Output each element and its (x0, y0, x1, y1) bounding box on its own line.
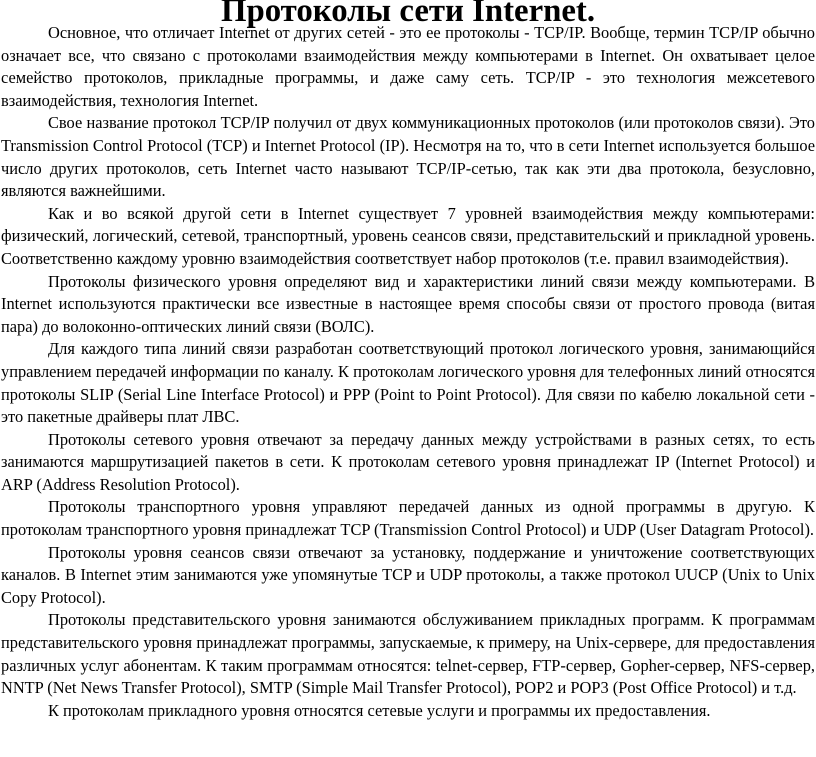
paragraph-network-level: Протоколы сетевого уровня отвечают за передачу данных между устройствами в разных сетях, то есть занимаются маршрутизацией пакетов в сети. К протоколам сетевого уровня принадлежат IP (Internet Protocol) и ARP (Address Resolution Protocol). (1, 429, 815, 494)
paragraph-seven-levels: Как и во всякой другой сети в Internet существует 7 уровней взаимодействия между компьютерами: физический, логический, сетевой, транспортный, уровень сеансов связи, представительский и прикладной уровень. Соответственно каждому уровню взаимодействия соответствует набор протоколов (т.е. правил взаимодействия). (1, 203, 815, 268)
paragraph-session-level: Протоколы уровня сеансов связи отвечают за установку, поддержание и уничтожение соответствующих каналов. В Internet этим занимаются уже упомянутые TCP и UDP протоколы, а также протокол UUCP (Unix to Unix Copy Protocol). (1, 542, 815, 607)
paragraph-physical-level: Протоколы физического уровня определяют вид и характеристики линий связи между компьютерами. В Internet используются практически все известные в настоящее время способы связи от простого провода (витая пара) до волоконно-оптических линий связи (ВОЛС). (1, 271, 815, 336)
paragraph-application-level: К протоколам прикладного уровня относятся сетевые услуги и программы их предоставления. (48, 700, 711, 720)
paragraph-presentation-level: Протоколы представительского уровня занимаются обслуживанием прикладных программ. К программам представительского уровня принадлежат программы, запускаемые, к примеру, на Unix-сервере, для предоставления различных услуг абонентам. К таким программам относятся: telnet-сервер, FTP-сервер, Gopher-сервер, NFS-сервер, NNTP (Net News Transfer Protocol), SMTP (Simple Mail Transfer Protocol), POP2 и POP3 (Post Office Protocol) и т.д. (1, 610, 815, 698)
paragraph-transport-level: Протоколы транспортного уровня управляют передачей данных из одной программы в другую. К протоколам транспортного уровня принадлежат TCP (Transmission Control Protocol) и UDP (User Datagram Protocol). (1, 497, 815, 540)
paragraph-tcpip-name: Свое название протокол TCP/IP получил от двух коммуникационных протоколов (или протоколов связи). Это Transmission Control Protocol (TCP) и Internet Protocol (IP). Несмотря на то, что в сети Internet используется большое число других протоколов, сеть Internet часто называют TCP/IP-сетью, так как эти два протокола, безусловно, являются важнейшими. (1, 113, 815, 201)
document-title: Протоколы сети Internet. (220, 0, 596, 29)
paragraph-intro: Основное, что отличает Internet от других сетей - это ее протоколы - TCP/IP. Вообще, термин TCP/IP обычно означает все, что связано с протоколами взаимодействия между компьютерами в Internet. Он охватывает целое семейство протоколов, прикладные программы, и даже саму сеть. TCP/IP - это технология межсетевого взаимодействия, технология Internet. (1, 23, 815, 110)
paragraph-logical-level: Для каждого типа линий связи разработан соответствующий протокол логического уровня, занимающийся управлением передачей информации по каналу. К протоколам логического уровня для телефонных линий относятся протоколы SLIP (Serial Line Interface Protocol) и PPP (Point to Point Protocol). Для связи по кабелю локальной сети - это пакетные драйверы плат ЛВС. (1, 339, 815, 427)
